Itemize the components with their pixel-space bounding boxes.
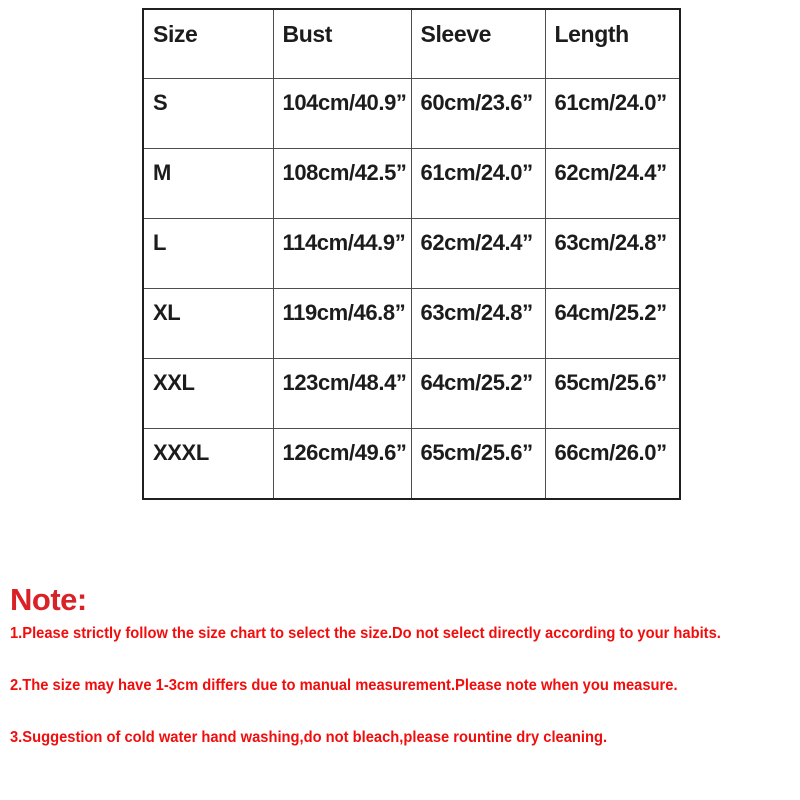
cell-sleeve: 61cm/24.0” [411, 149, 545, 219]
cell-size: XXXL [143, 429, 273, 500]
cell-length: 66cm/26.0” [545, 429, 680, 500]
note-item-2: 2.The size may have 1-3cm differs due to manual measurement.Please note when you measure. [10, 677, 678, 694]
cell-length: 63cm/24.8” [545, 219, 680, 289]
note-heading: Note: [10, 582, 87, 617]
note-item-3: 3.Suggestion of cold water hand washing,do not bleach,please rountine dry cleaning. [10, 729, 608, 746]
cell-bust: 119cm/46.8” [273, 289, 411, 359]
cell-bust: 123cm/48.4” [273, 359, 411, 429]
column-header-sleeve: Sleeve [411, 9, 545, 79]
cell-size: M [143, 149, 273, 219]
column-header-size: Size [143, 9, 273, 79]
column-header-length: Length [545, 9, 680, 79]
cell-sleeve: 65cm/25.6” [411, 429, 545, 500]
table-row [143, 149, 680, 219]
cell-sleeve: 62cm/24.4” [411, 219, 545, 289]
cell-bust: 104cm/40.9” [273, 79, 411, 149]
cell-length: 61cm/24.0” [545, 79, 680, 149]
size-chart-table [142, 8, 681, 500]
cell-size: XL [143, 289, 273, 359]
table-row [143, 359, 680, 429]
table-row [143, 289, 680, 359]
cell-sleeve: 60cm/23.6” [411, 79, 545, 149]
cell-bust: 108cm/42.5” [273, 149, 411, 219]
column-header-bust: Bust [273, 9, 411, 79]
cell-bust: 126cm/49.6” [273, 429, 411, 500]
cell-length: 65cm/25.6” [545, 359, 680, 429]
cell-sleeve: 63cm/24.8” [411, 289, 545, 359]
cell-length: 62cm/24.4” [545, 149, 680, 219]
cell-length: 64cm/25.2” [545, 289, 680, 359]
cell-size: L [143, 219, 273, 289]
cell-sleeve: 64cm/25.2” [411, 359, 545, 429]
cell-bust: 114cm/44.9” [273, 219, 411, 289]
table-row [143, 219, 680, 289]
cell-size: S [143, 79, 273, 149]
table-row [143, 429, 680, 500]
cell-size: XXL [143, 359, 273, 429]
table-header-row [143, 9, 680, 79]
note-item-1: 1.Please strictly follow the size chart to select the size.Do not select directly according to your habits. [10, 625, 721, 642]
table-row [143, 79, 680, 149]
